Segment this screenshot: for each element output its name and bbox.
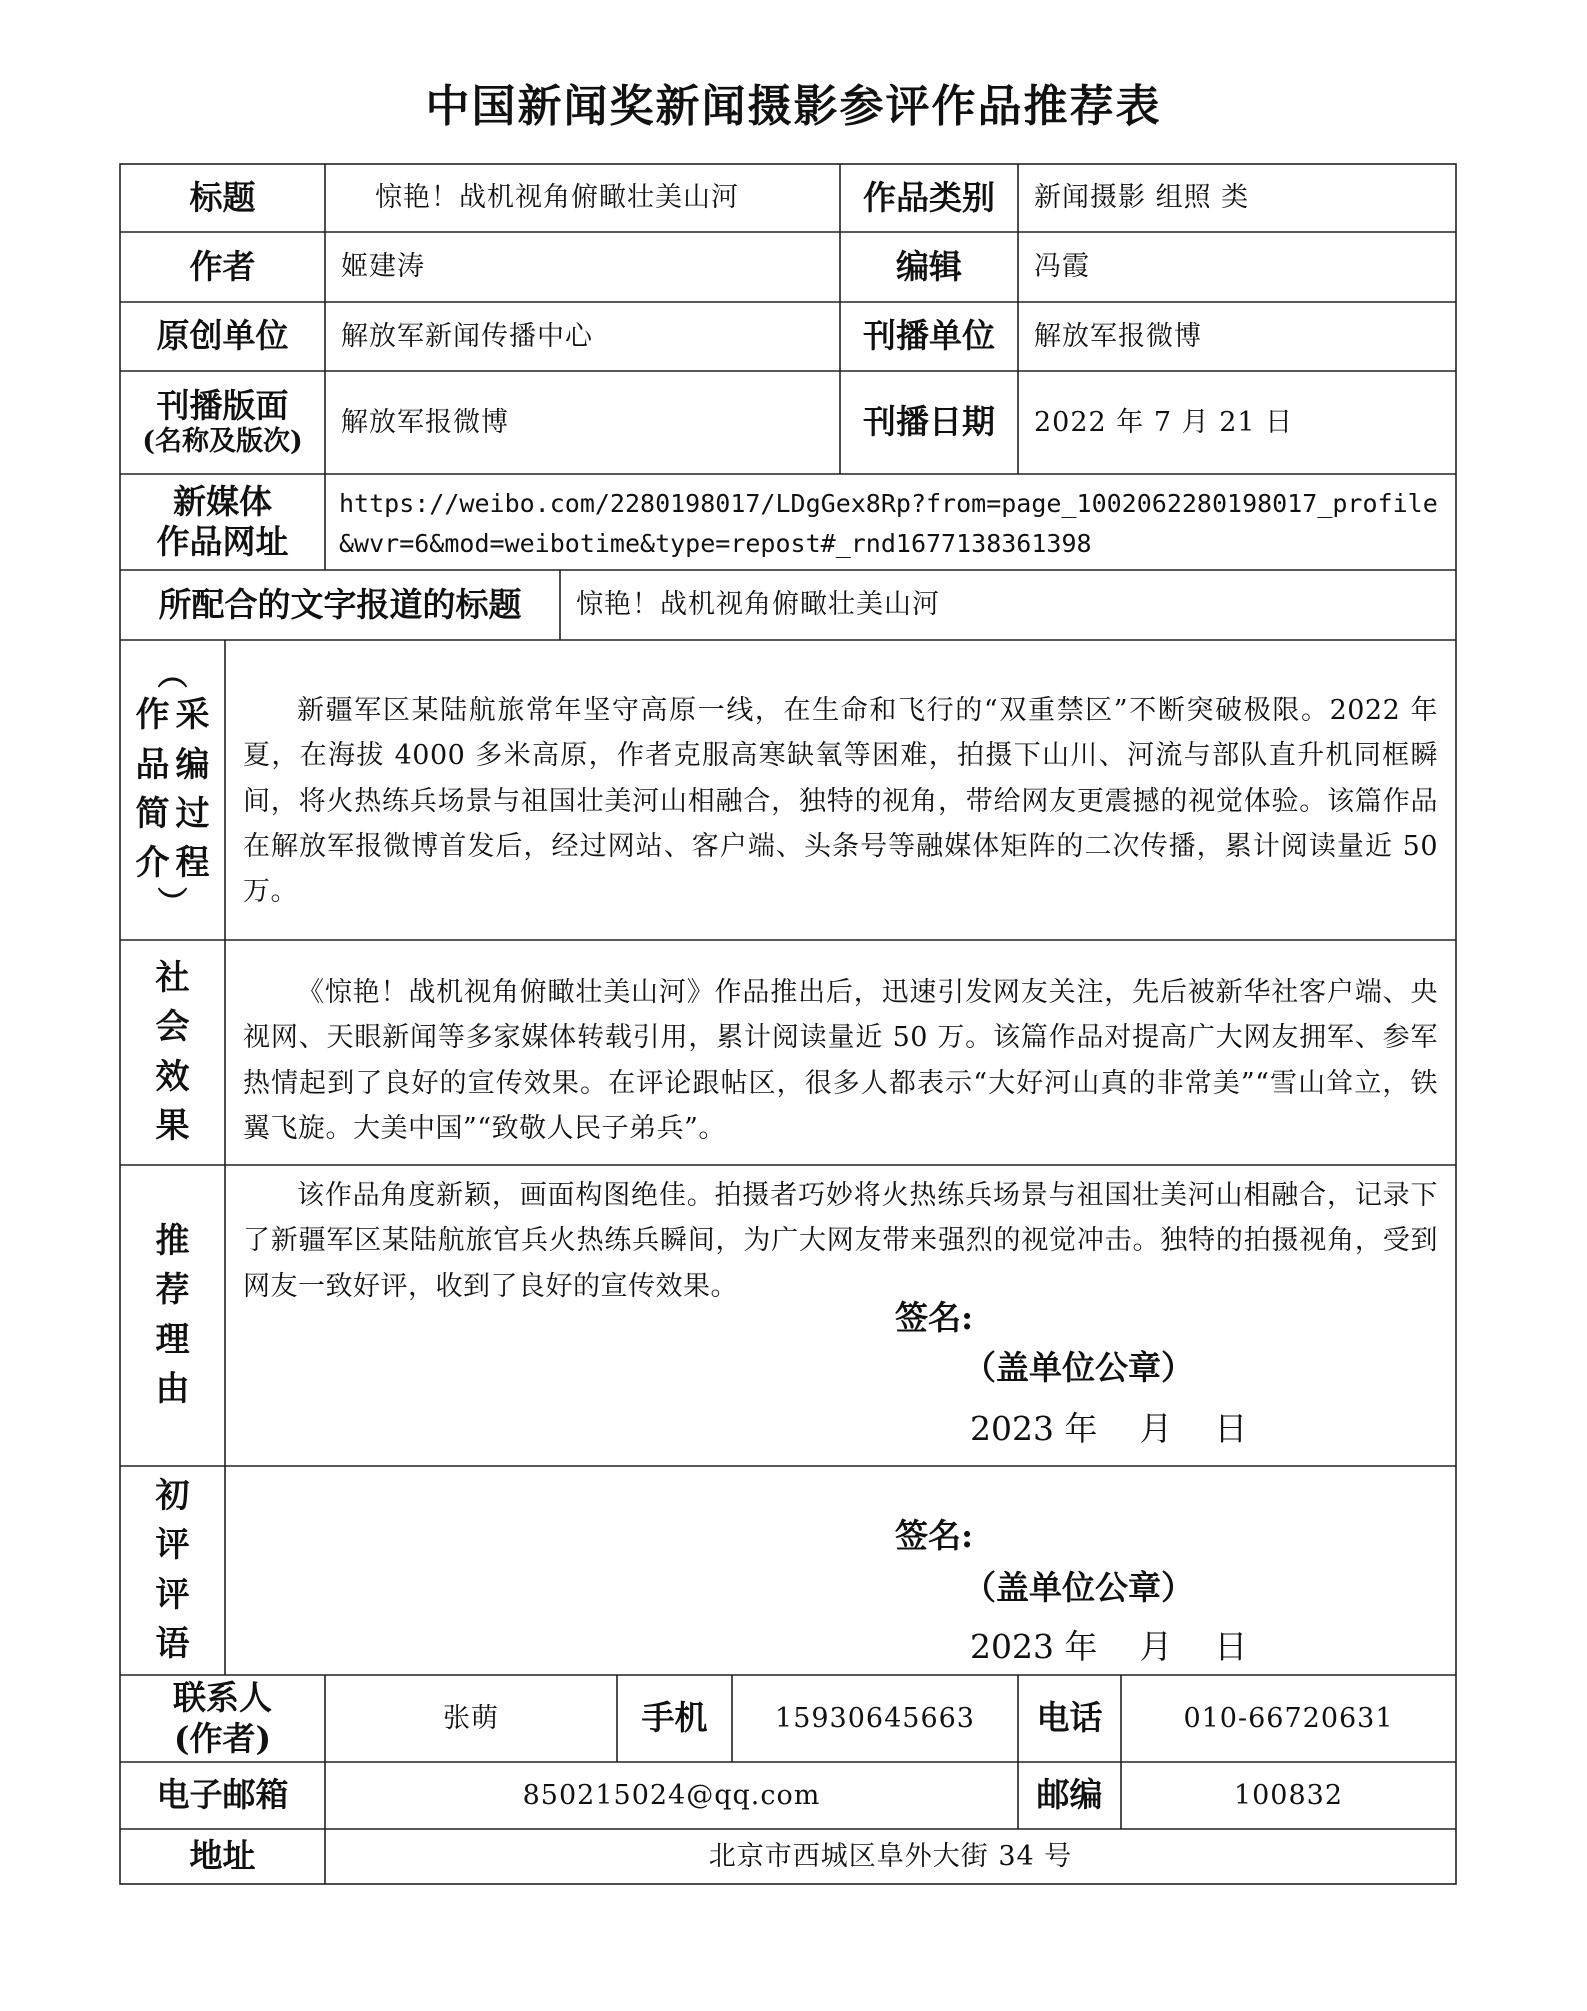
origin-unit-value: 解放军新闻传播中心 [341,320,593,352]
process-text: 新疆军区某陆航旅常年坚守高原一线，在生命和飞行的“双重禁区”不断突破极限。2022 年夏，在海拔 4000 多米高原，作者克服高寒缺氧等困难，拍摄下山川、河流与部队直升机同框瞬间，将火热练兵场景与祖国壮美河山相融合，独特的视角，带给网友更震撼的视觉体验。该篇作品在解放军报微博首发后，经过网站、客户端、头条号等融媒体矩阵的二次传播，累计阅读量近 50 万。 [243,695,1438,908]
address-label: 地址 [189,1836,256,1876]
process-label-left: 作品简介 [135,695,170,884]
effect-label-text: 社会效果 [155,957,190,1146]
title-label: 标题 [189,177,256,217]
postcode-label: 邮编 [1036,1775,1103,1815]
process-paren-close: ︶ [157,885,188,921]
contact-label-line2: (作者) [173,1718,272,1758]
reason-sign-label: 签名: [895,1298,974,1337]
matched-title-value: 惊艳！战机视角俯瞰壮美山河 [576,589,940,621]
author-label: 作者 [189,246,256,286]
mobile-value: 15930645663 [775,1702,975,1734]
email-value[interactable]: 850215024@qq.com [522,1779,821,1811]
review-sign-label: 签名: [895,1516,974,1555]
address-value: 北京市西城区阜外大街 34 号 [708,1840,1073,1872]
process-paren-open: ︵ [157,658,188,694]
title-value: 惊艳！战机视角俯瞰壮美山河 [375,182,739,214]
process-label [120,640,225,940]
contact-label [120,1675,325,1762]
mobile-label: 手机 [641,1698,708,1738]
reason-label-text: 推荐理由 [155,1220,190,1409]
layout-label-line2: (名称及版次) [142,426,303,458]
layout-value: 解放军报微博 [341,406,509,438]
author-value: 姬建涛 [341,251,425,283]
url-label-line1: 新媒体 [173,481,272,521]
editor-value: 冯霞 [1034,251,1090,283]
postcode-value: 100832 [1233,1779,1344,1811]
review-label [120,1466,225,1675]
matched-title-label: 所配合的文字报道的标题 [158,584,522,624]
publish-unit-label: 刊播单位 [863,316,995,356]
date-label: 刊播日期 [863,402,995,442]
document-title: 中国新闻奖新闻摄影参评作品推荐表 [425,81,1162,132]
url-value[interactable]: https://weibo.com/2280198017/LDgGex8Rp?from=page_1002062280198017_profile&wvr=6&mod=weibotime&type=repost#_rnd1677138361398 [339,489,1438,558]
url-label [120,474,325,570]
email-label: 电子邮箱 [156,1775,289,1815]
effect-text: 《惊艳！战机视角俯瞰壮美山河》作品推出后，迅速引发网友关注，先后被新华社客户端、央视网、天眼新闻等多家媒体转载引用，累计阅读量近 50 万。该篇作品对提高广大网友拥军、参军热情起到了良好的宣传效果。在评论跟帖区，很多人都表示“大好河山真的非常美”“雪山耸立，铁翼飞旋。大美中国”“致敬人民子弟兵”。 [243,977,1438,1145]
phone-value: 010-66720631 [1183,1702,1394,1734]
reason-seal-label: （盖单位公章） [963,1348,1194,1387]
category-label: 作品类别 [863,177,995,217]
process-label-right: 采编过程 [175,695,210,884]
category-value: 新闻摄影 组照 类 [1034,182,1250,214]
editor-label: 编辑 [896,246,962,286]
reason-label [120,1165,225,1466]
reason-text: 该作品角度新颖，画面构图绝佳。拍摄者巧妙将火热练兵场景与祖国壮美河山相融合，记录下了新疆军区某陆航旅官兵火热练兵瞬间，为广大网友带来强烈的视觉冲击。独特的拍摄视角，受到网友一致好评，收到了良好的宣传效果。 [243,1180,1438,1302]
reason-sign-date: 2023 年 月 日 [970,1409,1248,1448]
date-value: 2022 年 7 月 21 日 [1034,406,1294,438]
contact-label-line1: 联系人 [173,1678,272,1718]
phone-label: 电话 [1036,1698,1103,1738]
url-label-line2: 作品网址 [156,522,289,561]
review-label-text: 初评评语 [155,1475,190,1664]
publish-unit-value: 解放军报微博 [1034,320,1202,352]
contact-value: 张萌 [443,1702,499,1734]
review-seal-label: （盖单位公章） [963,1568,1194,1607]
effect-label [120,940,225,1165]
origin-unit-label: 原创单位 [156,316,289,356]
review-sign-date: 2023 年 月 日 [970,1627,1248,1666]
layout-label-line1: 刊播版面 [156,385,289,425]
layout-label [120,371,325,474]
